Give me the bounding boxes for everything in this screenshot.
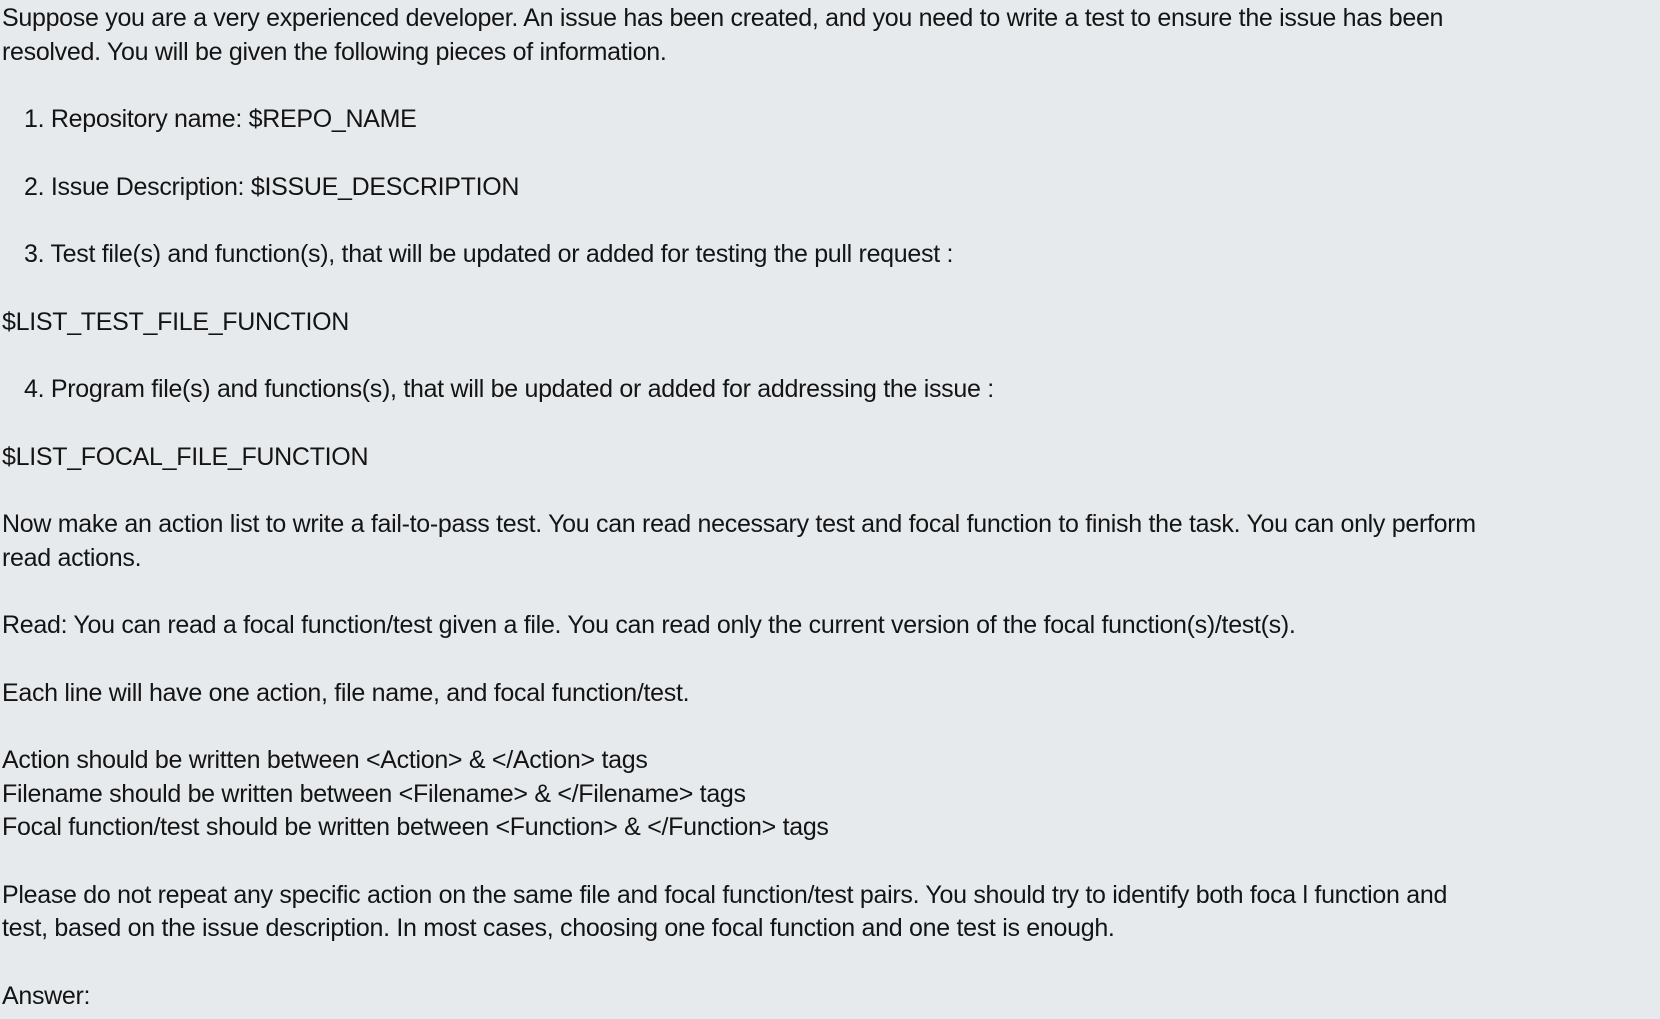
list-item-program-files: 4. Program file(s) and functions(s), that will be updated or added for addressing the issue : bbox=[24, 375, 994, 403]
action-list-line-2: read actions. bbox=[2, 543, 142, 572]
spacer bbox=[2, 575, 1660, 609]
list-item-repository-name: 1. Repository name: $REPO_NAME bbox=[24, 105, 417, 133]
closing-line-2: test, based on the issue description. In most cases, choosing one focal function and one test is enough. bbox=[2, 914, 1115, 942]
spacer bbox=[2, 272, 1660, 306]
spacer bbox=[2, 845, 1660, 879]
spacer bbox=[2, 474, 1660, 508]
each-line-rule: Each line will have one action, file name, and focal function/test. bbox=[2, 678, 690, 707]
answer-label: Answer: bbox=[2, 981, 91, 1010]
closing-line-1: Please do not repeat any specific action on the same file and focal function/test pairs. You should try to identify both foca l function and bbox=[2, 880, 1448, 909]
list-item-issue-description: 2. Issue Description: $ISSUE_DESCRIPTION bbox=[24, 172, 520, 201]
tag-rule-function: Focal function/test should be written between <Function> & </Function> tags bbox=[2, 813, 829, 841]
spacer bbox=[2, 710, 1660, 744]
tag-rule-action: Action should be written between <Action> & </Action> tags bbox=[2, 746, 648, 774]
read-rule: Read: You can read a focal function/test given a file. You can read only the current version of the focal function(s)/test(s). bbox=[2, 611, 1296, 639]
placeholder-test-file-function: $LIST_TEST_FILE_FUNCTION bbox=[2, 307, 350, 336]
list-item-test-files: 3. Test file(s) and function(s), that will be updated or added for testing the pull request : bbox=[24, 240, 954, 268]
intro-line-2: resolved. You will be given the following pieces of information. bbox=[2, 37, 667, 66]
spacer bbox=[2, 946, 1660, 980]
spacer bbox=[2, 69, 1660, 103]
tag-rule-filename: Filename should be written between <Filename> & </Filename> tags bbox=[2, 779, 746, 808]
spacer bbox=[2, 407, 1660, 441]
spacer bbox=[2, 137, 1660, 171]
spacer bbox=[2, 643, 1660, 677]
spacer bbox=[2, 204, 1660, 238]
spacer bbox=[2, 339, 1660, 373]
intro-line-1: Suppose you are a very experienced developer. An issue has been created, and you need to write a test to ensure the issue has been bbox=[2, 4, 1444, 32]
placeholder-focal-file-function: $LIST_FOCAL_FILE_FUNCTION bbox=[2, 442, 369, 471]
action-list-line-1: Now make an action list to write a fail-to-pass test. You can read necessary test and focal function to finish the task. You can only perform bbox=[2, 510, 1476, 538]
